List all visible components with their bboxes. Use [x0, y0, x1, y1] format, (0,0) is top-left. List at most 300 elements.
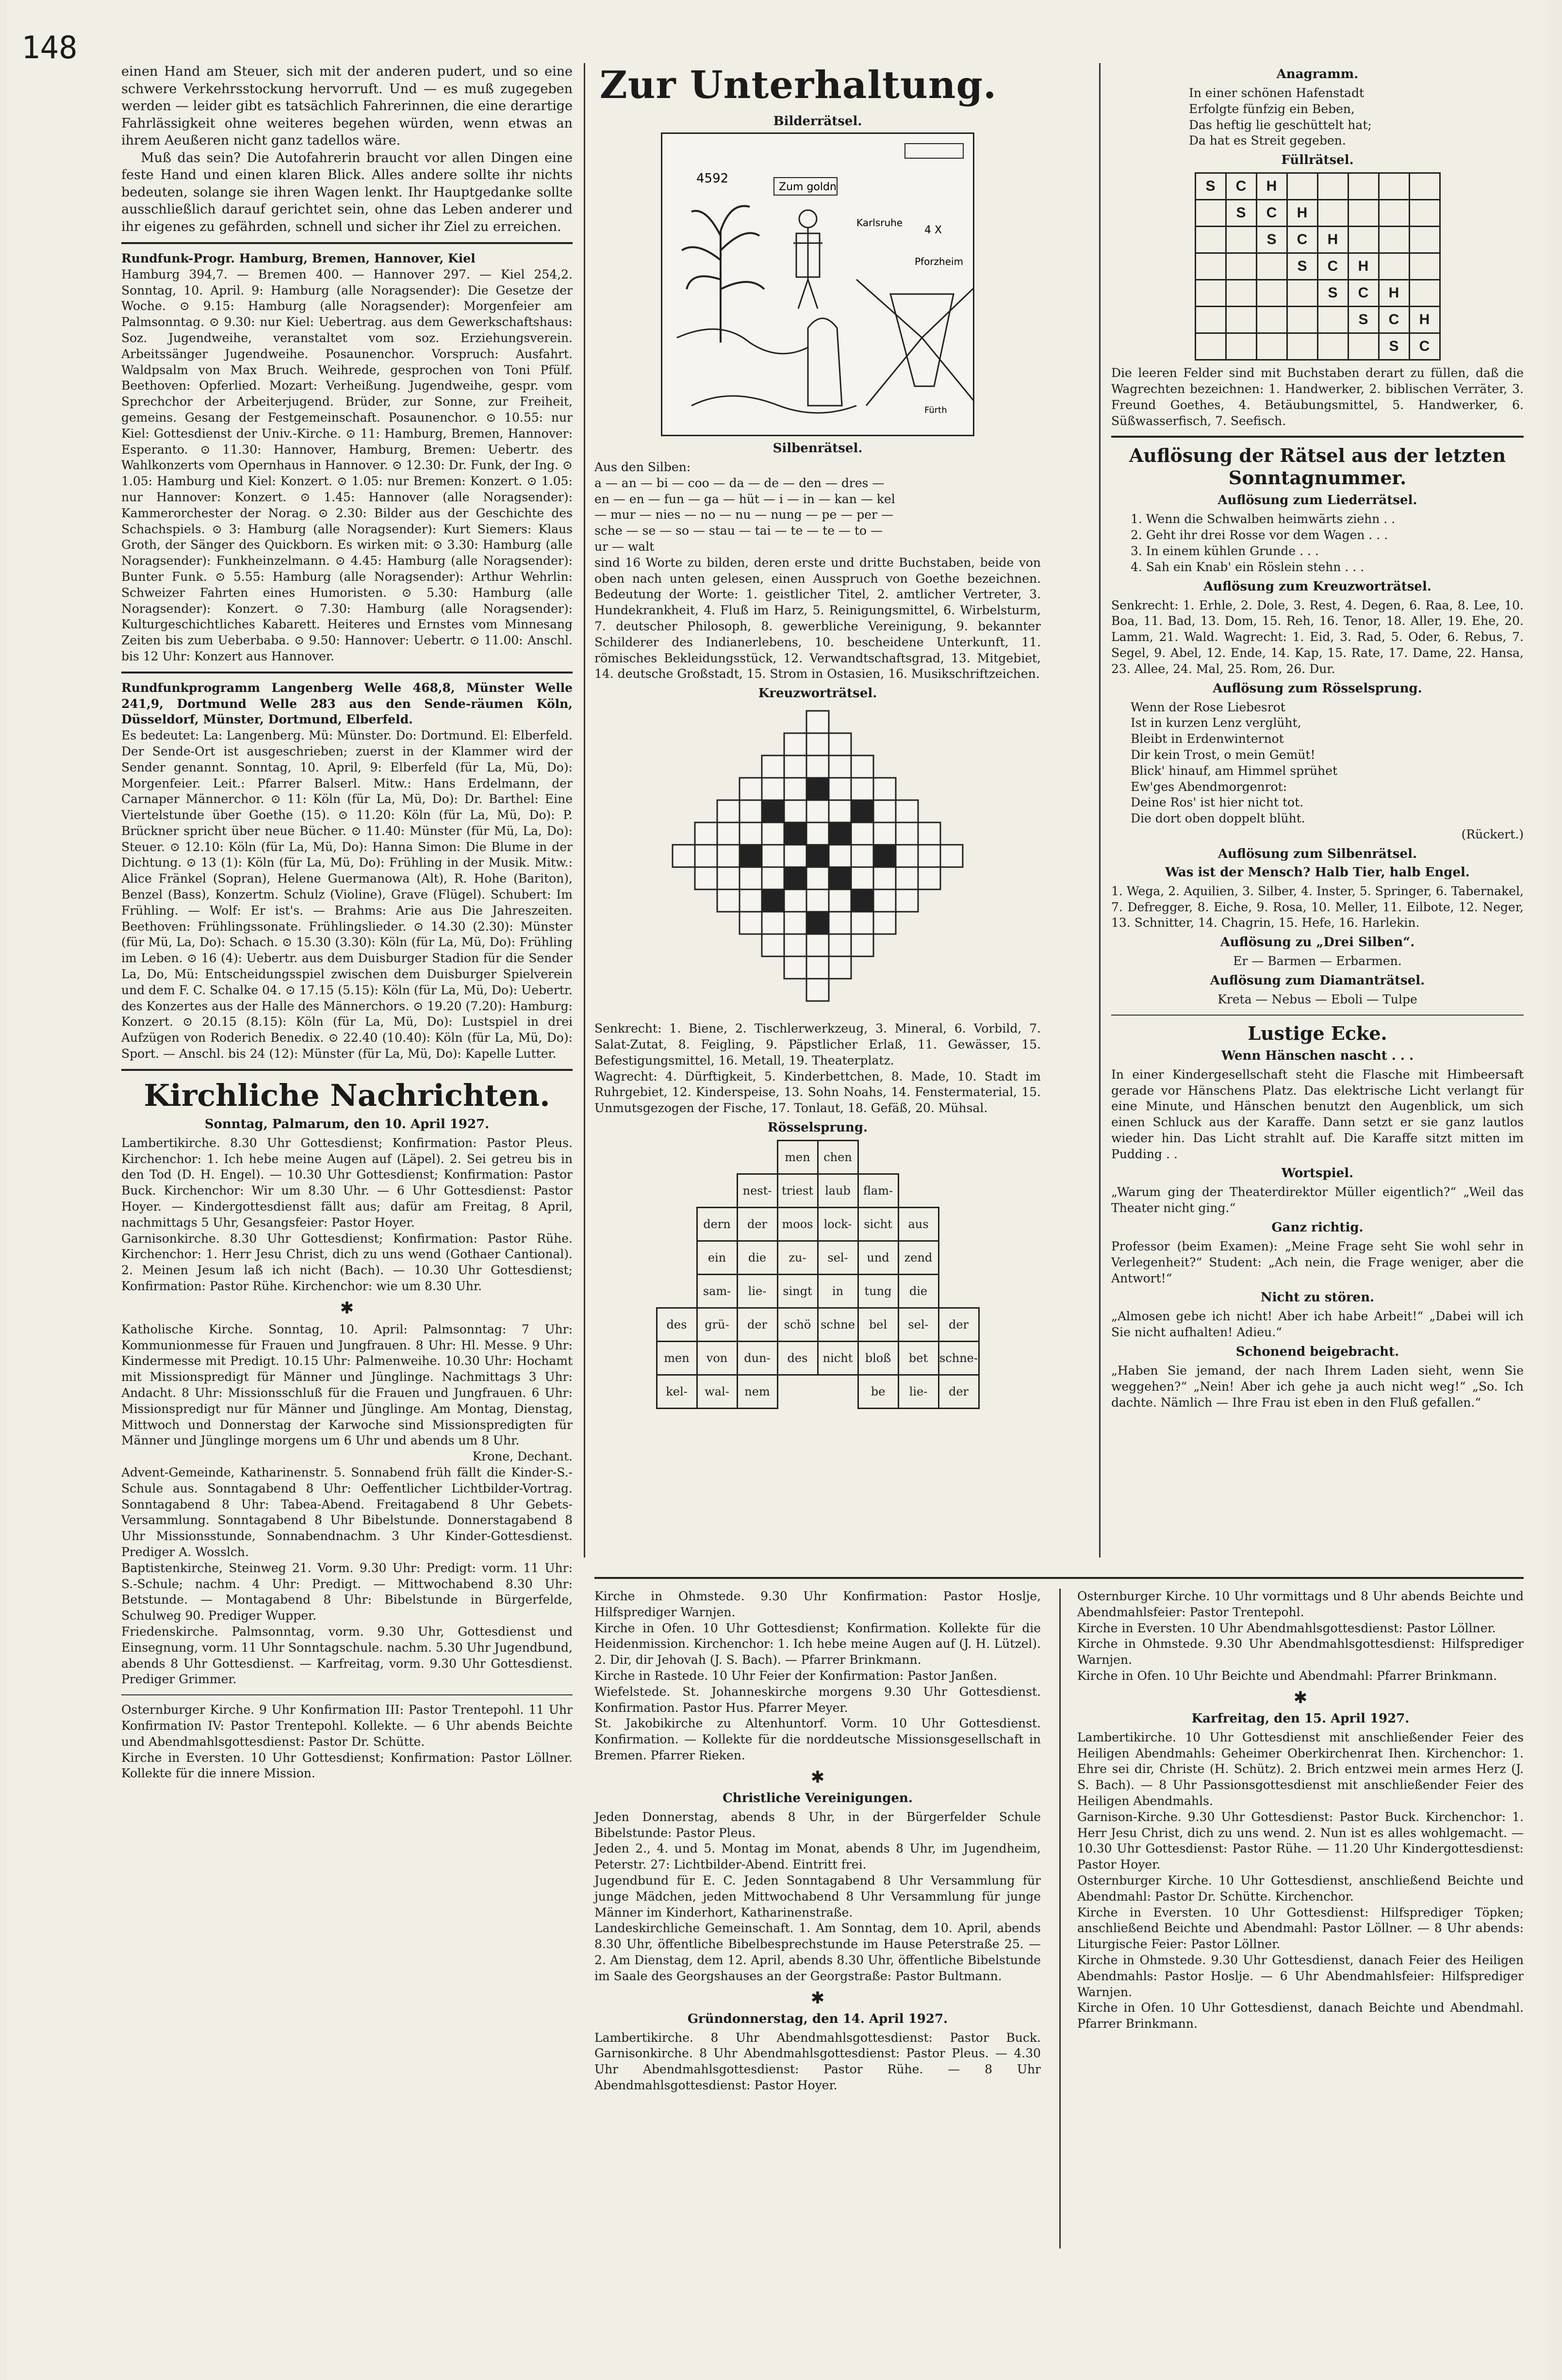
church-notice: Kirche in Ohmstede. 9.30 Uhr Abendmahlsgottesdienst: Hilfsprediger Warnjen. [1077, 1637, 1524, 1667]
divider [121, 1069, 573, 1071]
crossword-cell [851, 934, 873, 956]
fill-cell: S [1348, 307, 1379, 333]
knight-move-cell: und [858, 1241, 898, 1274]
fill-cell [1287, 173, 1317, 200]
text-line: Wenn der Rose Liebesrot [1131, 700, 1285, 714]
church-notice: Jugendbund für E. C. Jeden Sonntagabend 8 Uhr Versammlung für junge Mädchen, jeden Mittwochabend 8 Uhr Versammlung für junge Männer im Kinderhort, Katharinenstraße. [594, 1873, 1041, 1920]
asterisk-divider: ✱ [810, 1767, 825, 1787]
knight-move-cell [938, 1274, 979, 1308]
puzzle-clues: Senkrecht: 1. Biene, 2. Tischlerwerkzeug, 3. Mineral, 6. Vorbild, 7. Salat-Zutat, 8. Feigling, 9. Päpstlicher Erlaß, 11. Gewässer, 15. Befestigungsmittel, 16. Metall, 19. Theaterplatz. [594, 1021, 1041, 1067]
knight-move-cell: die [737, 1241, 777, 1274]
text-line: Die dort oben doppelt blüht. [1131, 811, 1305, 826]
fill-cell [1256, 333, 1287, 360]
radio-program: Es bedeutet: La: Langenberg. Mü: Münster. Do: Dortmund. El: Elberfeld. Der Sende-Ort ist ausgeschrieben; zuerst in der Klammer wird der Sender genannt. Sonntag, 10. April, 9: Elberfeld (für La, Mü, Do): Morgenfeier. Leit.: Pfarrer Balserl. Mitw.: Hans Erdelmann, der Carnaper Männerchor. ⊙ 11: Köln (für La, Mü, Do): Dr. Barthel: Eine Viertelstunde über Goethe (15). ⊙ 11.20: Köln (für La, Mü, Do): P. Brückner spricht über neue Bücher. ⊙ 11.40: Münster (für Mü, La, Do): Steuer. ⊙ 12.10: Köln (für La, Mü, Do): Hanna Simon: Die Blume in der Dichtung. ⊙ 13 (1): Köln (für La, Mü, Do): Frühling in der Musik. Mitw.: Alice Fränkel (Sopran), Helene Guermanowa (Alt), R. Hohe (Bariton), Benzel (Bass), Konzertm. Schulz (Violine), Grave (Flügel). Schubert: Im Frühling. — Wolf: Er ist's. — Brahms: Arie aus Die Jahreszeiten. Beethoven: Frühlingssonate. Frühlingslieder. ⊙ 14.30 (2.30): Münster (für Mü, La, Do): Schach. ⊙ 15.30 (3.30): Köln (für La, Mü, Do): Frühling im Leben. ⊙ 16 (4): Uebertr. aus dem Duisburger Stadion für die Sender La, Do, Mü: Entscheidungsspiel zwischen dem Duisburger Spielverein und dem F. C. Schalke 04. ⊙ 17.15 (5.15): Köln (für La, Mü, Do): Uebertr. des Konzertes aus der Halle des Männerchors. ⊙ 19.20 (7.20): Hamburg: Konzert. ⊙ 20.15 (8.15): Köln (für La, Mü, Do): Lustspiel in drei Aufzügen von Roderich Benedix. ⊙ 22.40 (10.40): Köln (für La, Mü, Do): Sport. — Anschl. bis 24 (12): Münster (für La, Mü, Do): Kapelle Lutter. [121, 728, 573, 1061]
knight-move-cell: aus [898, 1207, 938, 1241]
crossword-cell [851, 867, 873, 889]
fill-cell: S [1195, 173, 1226, 200]
knight-move-cell: schö [777, 1308, 818, 1341]
crossword-cell [784, 912, 806, 934]
solution-heading: Auflösung zum Rösselsprung. [1213, 681, 1422, 696]
knight-move-cell [898, 1174, 938, 1207]
crossword-cell [829, 755, 851, 778]
knight-move-cell: men [657, 1341, 697, 1375]
text-line: en — en — fun — ga — hüt — i — in — kan — kel [594, 492, 895, 506]
knight-move-cell [858, 1140, 898, 1174]
fill-cell [1379, 173, 1409, 200]
fill-cell [1256, 253, 1287, 280]
crossword-cell [762, 912, 784, 934]
crossword-cell [784, 755, 806, 778]
bottom-column-right [1077, 1589, 1524, 2032]
knight-move-cell [657, 1274, 697, 1308]
crossword-cell [829, 912, 851, 934]
divider [121, 242, 573, 244]
crossword-cell [851, 822, 873, 845]
knight-move-cell: laub [818, 1174, 858, 1207]
crossword-cell [740, 822, 762, 845]
church-notice: Jeden 2., 4. und 5. Montag im Monat, abends 8 Uhr, im Jugendheim, Peterstr. 27: Lichtbilder-Abend. Eintritt frei. [594, 1841, 1041, 1872]
crossword-cell [806, 912, 829, 934]
fill-cell [1226, 307, 1256, 333]
crossword-cell [806, 755, 829, 778]
church-notice: Kirche in Rastede. 10 Uhr Feier der Konfirmation: Pastor Janßen. [594, 1668, 998, 1683]
fill-cell [1195, 227, 1226, 253]
crossword-cell [829, 889, 851, 912]
crossword-cell [717, 800, 740, 822]
crossword-cell [673, 845, 695, 867]
knight-move-cell: ein [697, 1241, 737, 1274]
church-notice: Kirche in Ohmstede. 9.30 Uhr Gottesdienst, danach Feier des Heiligen Abendmahls: Pastor Hoslje. — 6 Uhr Abendmahlsfeier: Hilfsprediger Warnjen. [1077, 1953, 1524, 1999]
knight-move-cell: des [777, 1341, 818, 1375]
page-number: 148 [21, 30, 78, 66]
joke-heading: Wortspiel. [1281, 1166, 1354, 1181]
crossword-cell [806, 733, 829, 755]
crossword-cell [829, 822, 851, 845]
crossword-cell [762, 867, 784, 889]
crossword-cell [873, 822, 896, 845]
fill-cell [1195, 333, 1226, 360]
church-notice: Osternburger Kirche. 9 Uhr Konfirmation III: Pastor Trentepohl. 11 Uhr Konfirmation IV: Pastor Trentepohl. Kollekte. — 6 Uhr abends Beichte und Abendmahlsgottesdienst: Pastor Dr. Schütte. [121, 1703, 573, 1749]
crossword-cell [762, 845, 784, 867]
crossword-cell [896, 800, 918, 822]
fill-cell [1379, 200, 1409, 227]
knight-move-puzzle [656, 1140, 980, 1409]
fill-cell: C [1256, 200, 1287, 227]
crossword-cell [829, 733, 851, 755]
fill-cell: C [1379, 307, 1409, 333]
church-notice: Kirche in Ofen. 10 Uhr Gottesdienst, danach Beichte und Abendmahl. Pfarrer Brinkmann. [1077, 2001, 1524, 2031]
fill-cell [1348, 333, 1379, 360]
crossword-cell [806, 889, 829, 912]
knight-move-cell [737, 1140, 777, 1174]
church-notice: Kirche in Ofen. 10 Uhr Gottesdienst; Konfirmation. Kollekte für die Heidenmission. Kirchenchor: 1. Ich hebe meine Augen auf (J. H. Lützel). 2. Dir, dir Jehovah (J. S. Bach). — Pfarrer Brinkmann. [594, 1621, 1041, 1667]
divider [594, 1577, 1524, 1579]
church-notice: Baptistenkirche, Steinweg 21. Vorm. 9.30 Uhr: Predigt: vorm. 11 Uhr: S.-Schule; nachm. 4 Uhr: Predigt. — Mittwochabend 8.30 Uhr: Betstunde. — Montagabend 8 Uhr: Bibelstunde in Bürgerfelde, Schulweg 90. Prediger Wupper. [121, 1560, 573, 1623]
text-line: Ew'ges Abendmorgenrot: [1131, 779, 1287, 794]
text-line: In einer schönen Hafenstadt [1189, 86, 1365, 100]
knight-move-cell [898, 1140, 938, 1174]
article-text: Muß das sein? Die Autofahrerin braucht vor allen Dingen eine feste Hand und einen klaren Blick. Alles andere sollte ihr nichts bedeuten, solange sie ihren Wagen lenkt. Ihr Hauptgedanke sollte ausschließlich darauf gerichtet sein, ohne das Leben anderer und ihr eigenes zu gefährden, schnell und sicher ihr Ziel zu erreichen. [121, 150, 573, 234]
fill-cell: H [1287, 200, 1317, 227]
column-rule [1099, 63, 1101, 1558]
crossword-cell [873, 912, 896, 934]
bottom-church-notices [594, 1577, 1524, 2092]
knight-move-cell: lie- [737, 1274, 777, 1308]
joke-text: „Haben Sie jemand, der nach Ihrem Laden sieht, wenn Sie weggehen?“ „Nein! Aber ich gehe ja auch nicht weg!“ „So. Ich dachte. Nämlich — Ihre Frau ist eben in den Fluß gefallen.“ [1111, 1363, 1524, 1410]
crossword-cell [896, 822, 918, 845]
crossword-cell [829, 956, 851, 979]
anagram-poem [1111, 85, 1524, 149]
crossword-cell [695, 845, 717, 867]
text-line: Das heftig lie geschüttelt hat; [1189, 117, 1372, 132]
knight-move-cell: sam- [697, 1274, 737, 1308]
fill-cell [1409, 253, 1440, 280]
puzzle-label: Karlsruhe [856, 217, 903, 229]
crossword-cell [806, 956, 829, 979]
knight-move-cell: bet [898, 1341, 938, 1375]
column-rule [1059, 1589, 1061, 2249]
church-notice: Lambertikirche. 8.30 Uhr Gottesdienst; Konfirmation: Pastor Pleus. Kirchenchor: 1. Ich hebe meine Augen auf (Läpel). 2. Sei getreu bis in den Tod (D. H. Engel). — 10.30 Uhr Gottesdienst; Konfirmation: Pastor Buck. Kirchenchor: Wir um 8.30 Uhr. — 6 Uhr Gottesdienst: Pastor Hoyer. — Kindergottesdienst fällt aus; dafür am Freitag, 8 April, nachmittags 5 Uhr, Gesangsfeier: Pastor Hoyer. [121, 1135, 573, 1230]
crossword-cell [873, 778, 896, 800]
puzzle-label: Zum goldn [779, 181, 837, 193]
fill-cell: C [1226, 173, 1256, 200]
crossword-cell [695, 867, 717, 889]
solution-signature: (Rückert.) [1461, 827, 1524, 841]
knight-move-cell: bel [858, 1308, 898, 1341]
crossword-cell [851, 800, 873, 822]
joke-heading: Schonend beigebracht. [1235, 1345, 1399, 1360]
text-line: Da hat es Streit gegeben. [1189, 133, 1346, 148]
humor-heading: Lustige Ecke. [1248, 1022, 1387, 1044]
fill-cell [1317, 333, 1348, 360]
fill-cell: S [1256, 227, 1287, 253]
text-line: ur — walt [594, 539, 655, 554]
knight-move-cell: die [898, 1274, 938, 1308]
knight-move-cell: lie- [898, 1375, 938, 1408]
knight-move-cell: tung [858, 1274, 898, 1308]
knight-move-cell: des [657, 1308, 697, 1341]
joke-text: In einer Kindergesellschaft steht die Flasche mit Himbeersaft gerade vor Hänschens Platz. Das elektrische Licht verlangt für eine Minute, und Hänschen benutzt den Augenblick, um sich einen Schluck aus der Karaffe. Dann setzt er sie ganz lautlos wieder hin. Das Licht strahlt auf. Die Karaffe sitzt mitten im Pudding . . [1111, 1067, 1524, 1161]
puzzle-clues: Wagrecht: 4. Dürftigkeit, 5. Kinderbettchen, 8. Made, 10. Stadt im Ruhrgebiet, 12. Kinderspeise, 13. Sohn Noahs, 14. Fenstermaterial, 15. Unmutsgezogen der Fische, 17. Tonlaut, 18. Gefäß, 20. Mühsal. [594, 1069, 1041, 1116]
text-line: Dir kein Trost, o mein Gemüt! [1131, 747, 1315, 762]
text-line: sche — se — so — stau — tai — te — te — to — [594, 524, 883, 538]
crossword-cell [806, 800, 829, 822]
knight-move-cell: men [777, 1140, 818, 1174]
fill-cell [1195, 253, 1226, 280]
crossword-cell [740, 845, 762, 867]
crossword-cell [806, 979, 829, 1001]
solution-lines [1111, 511, 1524, 575]
crossword-cell [851, 912, 873, 934]
church-notice: Advent-Gemeinde, Katharinenstr. 5. Sonnabend früh fällt die Kinder-S.-Schule aus. Sonntagabend 8 Uhr: Oeffentlicher Lichtbilder-Vortrag. Sonntagabend 8 Uhr: Tabea-Abend. Freitagabend 8 Uhr Gebets-Versammlung. Sonntagabend 8 Uhr Bibelstunde. Donnerstagabend 8 Uhr Missionsstunde, Sonnabendnachm. 3 Uhr Kinder-Gottesdienst. Prediger A. Wosslch. [121, 1465, 573, 1559]
crossword-cell [806, 822, 829, 845]
knight-move-cell: dun- [737, 1341, 777, 1375]
text-line: Blick' hinauf, am Himmel sprühet [1131, 763, 1338, 778]
knight-move-cell [697, 1174, 737, 1207]
puzzle-label: Pforzheim [915, 256, 964, 267]
asterisk-divider: ✱ [810, 1988, 825, 2008]
crossword-cell [851, 778, 873, 800]
crossword-cell [762, 934, 784, 956]
crossword-cell [806, 778, 829, 800]
crossword-cell [717, 845, 740, 867]
fill-cell [1409, 227, 1440, 253]
knight-move-cell: schne- [938, 1341, 979, 1375]
crossword-cell [740, 800, 762, 822]
fill-cell [1226, 253, 1256, 280]
crossword-cell [829, 845, 851, 867]
text-line: a — an — bi — coo — da — de — den — dres — [594, 476, 885, 490]
knight-move-cell: bloß [858, 1341, 898, 1375]
crossword-cell [784, 934, 806, 956]
church-notice: Friedenskirche. Palmsonntag, vorm. 9.30 Uhr, Gottesdienst und Einsegnung, vorm. 11 Uhr Sonntagschule. nachm. 5.30 Uhr Jugendbund, abends 8 Uhr Gottesdienst. — Karfreitag, vorm. 9.30 Uhr Gottesdienst. Prediger Grimmer. [121, 1624, 573, 1687]
fill-cell [1348, 173, 1379, 200]
knight-move-cell: zu- [777, 1241, 818, 1274]
crossword-cell [784, 800, 806, 822]
column-rule [584, 63, 585, 1558]
bottom-column-left [594, 1589, 1041, 2094]
church-news-date: Sonntag, Palmarum, den 10. April 1927. [204, 1116, 490, 1132]
fill-cell [1317, 173, 1348, 200]
crossword-cell [762, 889, 784, 912]
knight-move-cell: sicht [858, 1207, 898, 1241]
crossword-cell [806, 845, 829, 867]
fill-cell: H [1379, 280, 1409, 307]
knight-move-cell [818, 1375, 858, 1408]
fill-cell [1317, 307, 1348, 333]
church-notice: Garnisonkirche. 8.30 Uhr Gottesdienst; Konfirmation: Pastor Rühe. Kirchenchor: 1. Herr Jesu Christ, dich zu uns wend (Gothaer Cantional). 2. Meinen Jesum laß ich nicht (Bach). — 10.30 Uhr Gottesdienst; Konfirmation: Pastor Rühe. Kirchenchor: wie um 8.30 Uhr. [121, 1231, 573, 1294]
crossword-cell [896, 845, 918, 867]
fill-cell [1409, 200, 1440, 227]
knight-move-cell [697, 1140, 737, 1174]
church-notice: Garnison-Kirche. 9.30 Uhr Gottesdienst: Pastor Buck. Kirchenchor: 1. Herr Jesu Christ, dich zu uns wend. 2. Nun ist es alles wohlgemacht. — 10.30 Uhr Gottesdienst: Pastor Rühe. — 11.20 Uhr Kindergottesdienst: Pastor Hoyer. [1077, 1809, 1524, 1872]
solution-heading: Auflösung zum Kreuzworträtsel. [1203, 579, 1431, 594]
puzzle-label: 4 X [924, 224, 942, 236]
crossword-cell [784, 822, 806, 845]
fill-cell: S [1226, 200, 1256, 227]
knight-move-cell [657, 1140, 697, 1174]
crossword-cell [851, 889, 873, 912]
fill-cell [1348, 227, 1379, 253]
crossword-cell [740, 889, 762, 912]
crossword-cell [940, 845, 963, 867]
puzzle-heading: Rösselsprung. [767, 1120, 868, 1135]
knight-move-cell: wal- [697, 1375, 737, 1408]
radio-program: Hamburg 394,7. — Bremen 400. — Hannover 297. — Kiel 254,2. Sonntag, 10. April. 9: Hamburg (alle Noragsender): Die Gesetze der Woche. ⊙ 9.15: Hamburg (alle Noragsender): Morgenfeier am Palmsonntag. ⊙ 9.30: nur Kiel: Uebertrag. aus dem Gewerkschaftshaus: Soz. Jugendweihe, veranstaltet vom soz. Erziehungsverein. Arbeitssänger Jugendweihe. Posaunenchor. Vorspruch: Ausfahrt. Waldpsalm von Max Bruch. Weihrede, gesprochen von Toni Pfülf. Beethoven: Opferlied. Mozart: Verheißung. Jugendweihe, gespr. vom Sprechchor der Arbeiterjugend. Brüder, zur Sonne, zur Freiheit, gemeins. Gesang der Festgemeinschaft. Posaunenchor. ⊙ 10.55: nur Kiel: Gottesdienst der Univ.-Kirche. ⊙ 11: Hamburg, Bremen, Hannover: Esperanto. ⊙ 11.30: Hannover, Hamburg, Bremen: Uebertr. des Wahlkonzerts vom Opernhaus in Hannover. ⊙ 12.30: Dr. Funk, der Ing. ⊙ 1.05: Hamburg und Kiel: Konzert. ⊙ 1.05: nur Bremen: Konzert. ⊙ 1.05: nur Hannover: Konzert. ⊙ 1.45: Hannover (alle Noragsender): Kammerorchester der Norag. ⊙ 2.30: Bilder aus der Geschichte des Schachspiels. ⊙ 3: Hamburg (alle Noragsender): Kurt Siemers: Klaus Groth, der Sänger des Quickborn. Es wirken mit: ⊙ 3.30: Hamburg (alle Noragsender): Funkheinzelmann. ⊙ 4.45: Hamburg (alle Noragsender): Bunter Funk. ⊙ 5.55: Hamburg (alle Noragsender): Arthur Wehrlin: Schweizer Fahrten eines Humoristen. ⊙ 5.30: Hamburg (alle Noragsender): Konzert. ⊙ 7.30: Hamburg (alle Noragsender): Kulturgeschichtliches Kabarett. Heiteres und Ernstes vom Minnesang Zeiten bis zum Ueberbaba. ⊙ 9.50: Hannover: Uebertr. ⊙ 11.00: Anschl. bis 12 Uhr: Konzert aus Hannover. [121, 267, 573, 663]
knight-move-cell [657, 1207, 697, 1241]
knight-move-cell: kel- [657, 1375, 697, 1408]
fill-cell: H [1256, 173, 1287, 200]
church-notice: Landeskirchliche Gemeinschaft. 1. Am Sonntag, dem 10. April, abends 8.30 Uhr, öffentliche Bibelbesprechstunde im Hause Peterstraße 25. — 2. Am Dienstag, dem 12. April, abends 8.30 Uhr, öffentliche Bibelstunde im Saale des Georgshauses an der Georgstraße: Pastor Bultmann. [594, 1921, 1041, 1983]
divider [121, 1694, 573, 1695]
crossword-cell [873, 889, 896, 912]
crossword-cell [762, 778, 784, 800]
knight-move-cell: schne [818, 1308, 858, 1341]
knight-move-cell: nest- [737, 1174, 777, 1207]
solution-subheading: Was ist der Mensch? Halb Tier, halb Engel. [1165, 865, 1470, 880]
asterisk-divider: ✱ [340, 1298, 354, 1318]
church-notice: Lambertikirche. 8 Uhr Abendmahlsgottesdienst: Pastor Buck. Garnisonkirche. 8 Uhr Abendmahlsgottesdienst: Pastor Pleus. — 4.30 Uhr Abendmahlsgottesdienst: Pastor Rühe. — 8 Uhr Abendmahlsgottesdienst: Pastor Hoyer. [594, 2030, 1041, 2092]
church-notice: Kirche in Eversten. 10 Uhr Abendmahlsgottesdienst: Pastor Löllner. [1077, 1621, 1496, 1635]
solution-poem [1111, 700, 1524, 827]
knight-move-cell: lock- [818, 1207, 858, 1241]
fill-cell [1409, 280, 1440, 307]
fill-cell [1348, 200, 1379, 227]
fill-cell [1287, 333, 1317, 360]
divider [1111, 1015, 1524, 1016]
crossword-cell [806, 711, 829, 733]
crossword-cell [740, 912, 762, 934]
crossword-cell [695, 822, 717, 845]
joke-text: „Warum ging der Theaterdirektor Müller eigentlich?“ „Weil das Theater nicht ging.“ [1111, 1185, 1524, 1215]
church-news-title: Kirchliche Nachrichten. [144, 1077, 550, 1113]
text-line: Bleibt in Erdenwinternot [1131, 732, 1284, 746]
knight-move-cell: flam- [858, 1174, 898, 1207]
church-notice: Kirche in Ohmstede. 9.30 Uhr Konfirmation: Pastor Hoslje, Hilfsprediger Warnjen. [594, 1589, 1041, 1619]
fill-cell [1409, 173, 1440, 200]
section-subheading: Karfreitag, den 15. April 1927. [1191, 1711, 1410, 1726]
radio-heading: Rundfunkprogramm Langenberg Welle 468,8, Münster Welle 241,9, Dortmund Welle 283 aus den Sende-räumen Köln, Düsseldorf, Münster, Dortmund, Elberfeld. [121, 680, 573, 727]
text-line: Erfolgte fünfzig ein Beben, [1189, 101, 1355, 116]
fill-cell [1256, 280, 1287, 307]
solution-heading: Auflösung zum Liederrätsel. [1217, 493, 1417, 508]
church-notice: Lambertikirche. 10 Uhr Gottesdienst mit anschließender Feier des Heiligen Abendmahls: Geheimer Oberkirchenrat Ihen. Kirchenchor: 1. Ehre sei dir, Christe (H. Schütz). 2. Brich entzwei mein armes Herz (J. S. Bach). — 8 Uhr Passionsgottesdienst mit anschließender Feier des Heiligen Abendmahls. [1077, 1730, 1524, 1808]
knight-move-cell: sel- [818, 1241, 858, 1274]
joke-heading: Nicht zu stören. [1260, 1290, 1375, 1305]
puzzle-heading: Bilderrätsel. [773, 114, 862, 129]
column-middle [594, 63, 1041, 1414]
crossword-cell [896, 889, 918, 912]
fill-cell [1226, 227, 1256, 253]
column-left [121, 63, 573, 1782]
fill-cell [1195, 307, 1226, 333]
puzzle-heading: Kreuzworträtsel. [758, 686, 877, 701]
knight-move-cell: zend [898, 1241, 938, 1274]
crossword-cell [717, 889, 740, 912]
knight-move-cell [657, 1174, 697, 1207]
crossword-cell [896, 867, 918, 889]
church-notice: Kirche in Ofen. 10 Uhr Beichte und Abendmahl: Pfarrer Brinkmann. [1077, 1668, 1497, 1683]
fill-cell: C [1287, 227, 1317, 253]
knight-move-cell: grü- [697, 1308, 737, 1341]
fill-cell [1287, 280, 1317, 307]
knight-move-cell: von [697, 1341, 737, 1375]
text-line: 1. Wenn die Schwalben heimwärts ziehn . . [1131, 512, 1396, 526]
knight-move-cell [657, 1241, 697, 1274]
knight-move-cell: sel- [898, 1308, 938, 1341]
fill-cell: C [1348, 280, 1379, 307]
crossword-cell [784, 778, 806, 800]
fill-cell: S [1379, 333, 1409, 360]
knight-move-cell: nicht [818, 1341, 858, 1375]
crossword-cell [762, 755, 784, 778]
puzzle-text: Die leeren Felder sind mit Buchstaben derart zu füllen, daß die Wagrechten bezeichnen: 1. Handwerker, 2. biblischen Verräter, 3. Freund Goethes, 4. Betäubungsmittel, 5. Handwerker, 6. Süßwasserfisch, 7. Seefisch. [1111, 366, 1524, 428]
fill-cell [1226, 280, 1256, 307]
knight-move-cell: dern [697, 1207, 737, 1241]
crossword-cell [784, 956, 806, 979]
crossword-cell [717, 867, 740, 889]
crossword-cell [918, 822, 940, 845]
fill-cell: S [1287, 253, 1317, 280]
knight-move-cell [938, 1241, 979, 1274]
syllable-list [594, 476, 1041, 555]
solution-heading: Auflösung zum Diamanträtsel. [1210, 973, 1425, 988]
fill-cell: H [1348, 253, 1379, 280]
crossword-cell [806, 867, 829, 889]
crossword-cell [784, 845, 806, 867]
puzzle-heading: Füllrätsel. [1281, 153, 1354, 168]
knight-move-cell: der [737, 1207, 777, 1241]
joke-text: „Almosen gebe ich nicht! Aber ich habe Arbeit!“ „Dabei will ich Sie nicht aufhalten! Adieu.“ [1111, 1309, 1524, 1340]
church-notice: Osternburger Kirche. 10 Uhr vormittags und 8 Uhr abends Beichte und Abendmahlsfeier: Pastor Trentepohl. [1077, 1589, 1524, 1619]
fill-cell [1379, 253, 1409, 280]
fill-cell [1256, 307, 1287, 333]
solution-text: 1. Wega, 2. Aquilien, 3. Silber, 4. Inster, 5. Springer, 6. Tabernakel, 7. Defregger, 8. Eiche, 9. Rosa, 10. Meller, 11. Eilbote, 12. Neger, 13. Schnitter, 14. Chagrin, 15. Hefe, 16. Harlekin. [1111, 884, 1524, 930]
solution-heading: Auflösung zu „Drei Silben“. [1220, 935, 1415, 950]
knight-move-cell [938, 1140, 979, 1174]
crossword-cell [740, 778, 762, 800]
fill-cell: H [1409, 307, 1440, 333]
fill-cell: H [1317, 227, 1348, 253]
joke-heading: Wenn Hänschen nascht . . . [1221, 1048, 1414, 1063]
crossword-cell [851, 845, 873, 867]
puzzle-text: Aus den Silben: [594, 460, 691, 474]
fill-cell: C [1409, 333, 1440, 360]
solution-text: Kreta — Nebus — Eboli — Tulpe [1217, 992, 1417, 1006]
knight-move-cell: nem [737, 1375, 777, 1408]
puzzle-heading: Silbenrätsel. [773, 441, 863, 456]
fill-cell: S [1317, 280, 1348, 307]
text-line: Deine Ros' ist hier nicht tot. [1131, 795, 1304, 810]
joke-heading: Ganz richtig. [1271, 1220, 1364, 1235]
knight-move-cell: be [858, 1375, 898, 1408]
church-notice: Osternburger Kirche. 10 Uhr Gottesdienst, anschließend Beichte und Abendmahl: Pastor Dr. Schütte. Kirchenchor. [1077, 1873, 1524, 1904]
knight-move-cell: der [938, 1375, 979, 1408]
section-subheading: Christliche Vereinigungen. [723, 1790, 913, 1806]
knight-move-cell: singt [777, 1274, 818, 1308]
text-line: — mur — nies — no — nu — nung — pe — per — [594, 508, 893, 522]
church-notice: Kirche in Eversten. 10 Uhr Gottesdienst; Konfirmation: Pastor Löllner. Kollekte für die innere Mission. [121, 1750, 573, 1781]
knight-move-cell: triest [777, 1174, 818, 1207]
crossword-cell [873, 800, 896, 822]
knight-move-cell: moos [777, 1207, 818, 1241]
crossword-cell [873, 867, 896, 889]
article-text: einen Hand am Steuer, sich mit der anderen pudert, und so eine schwere Verkehrsstockung hervorruft. Und — es muß zugegeben werden — leider gibt es tatsächlich Fahrerinnen, die eine derartige Fahrlässigkeit ohne weiteres begehen würden, wenn etwas an ihrem Aeußeren nicht ganz tadellos wäre. [121, 64, 573, 148]
fill-cell [1226, 333, 1256, 360]
knight-move-cell: in [818, 1274, 858, 1308]
text-line: 4. Sah ein Knab' ein Röslein stehn . . . [1131, 559, 1365, 574]
text-line: Ist in kurzen Lenz verglüht, [1131, 716, 1301, 730]
joke-text: Professor (beim Examen): „Meine Frage seht Sie wohl sehr in Verlegenheit?“ Student: „Ach nein, die Frage weniger, aber die Antwort!“ [1111, 1239, 1524, 1285]
knight-move-cell: der [737, 1308, 777, 1341]
church-signature: Krone, Dechant. [472, 1449, 573, 1464]
crossword-cell [740, 867, 762, 889]
crossword-cell [762, 800, 784, 822]
section-title: Zur Unterhaltung. [599, 63, 997, 107]
knight-move-cell [938, 1174, 979, 1207]
crossword-cell [762, 822, 784, 845]
crossword-cell [829, 934, 851, 956]
divider [121, 672, 573, 673]
church-notice: Jeden Donnerstag, abends 8 Uhr, in der Bürgerfelder Schule Bibelstunde: Pastor Pleus. [594, 1809, 1041, 1840]
crossword-cell [784, 889, 806, 912]
solution-text: Er — Barmen — Erbarmen. [1233, 954, 1402, 968]
puzzle-label: Fürth [924, 405, 947, 415]
church-notice: Kirche in Eversten. 10 Uhr Gottesdienst: Hilfsprediger Töpken; anschließend Beichte und Abendmahl: Pastor Löllner. — 8 Uhr abends: Liturgische Feier: Pastor Löllner. [1077, 1905, 1524, 1952]
crossword-cell [873, 845, 896, 867]
fill-cell: C [1317, 253, 1348, 280]
solution-text: Senkrecht: 1. Erhle, 2. Dole, 3. Rest, 4. Degen, 6. Raa, 8. Lee, 10. Boa, 11. Bad, 13. Dom, 15. Reh, 16. Tenor, 18. Aller, 19. Ehe, 20. Lamm, 21. Wald. Wagrecht: 1. Eid, 3. Rad, 5. Oder, 6. Rebus, 7. Segel, 9. Abel, 12. Ende, 14. Kap, 15. Rate, 17. Dame, 22. Hansa, 23. Allee, 24. Mal, 25. Rom, 26. Dur. [1111, 598, 1524, 676]
